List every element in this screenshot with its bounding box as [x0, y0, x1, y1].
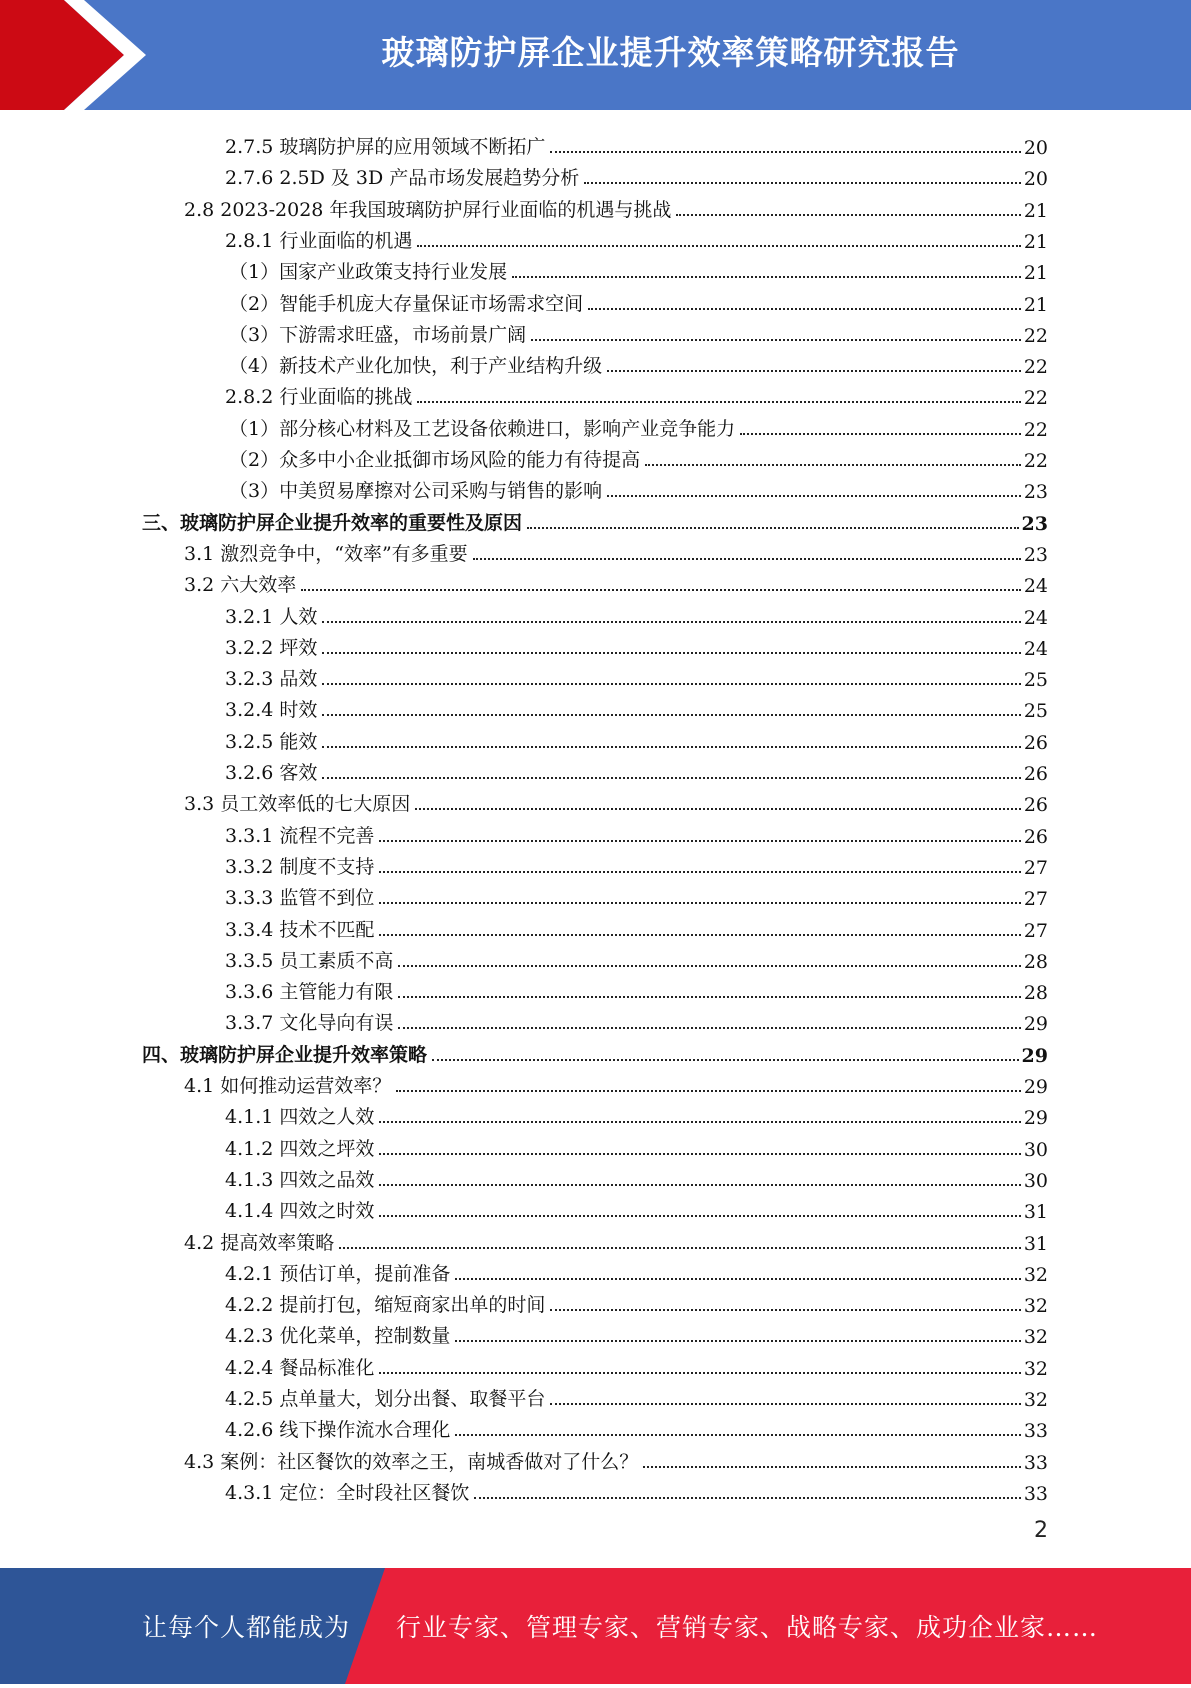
toc-entry-label: （1）国家产业政策支持行业发展 [229, 261, 508, 283]
toc-entry-label: 3.3.3 监管不到位 [225, 887, 375, 909]
toc-entry[interactable] [225, 1286, 1048, 1317]
toc-entry[interactable] [229, 285, 1048, 316]
toc-dot-leader [550, 151, 1020, 153]
toc-entry-page: 25 [1023, 669, 1048, 691]
toc-dot-leader [676, 214, 1020, 216]
toc-entry-page: 28 [1023, 951, 1048, 973]
toc-entry[interactable] [229, 441, 1048, 472]
toc-entry[interactable] [184, 1067, 1048, 1098]
toc-entry-page: 30 [1023, 1139, 1048, 1161]
toc-dot-leader [379, 840, 1020, 842]
toc-entry-label: 3.3.4 技术不匹配 [225, 919, 375, 941]
toc-dot-leader [512, 276, 1021, 278]
toc-entry[interactable] [225, 1255, 1048, 1286]
toc-entry-label: 三、玻璃防护屏企业提升效率的重要性及原因 [142, 512, 523, 534]
toc-entry-page: 33 [1023, 1420, 1048, 1442]
toc-dot-leader [322, 652, 1020, 654]
toc-entry-label: 3.2.5 能效 [225, 731, 318, 753]
toc-entry-page: 23 [1021, 513, 1048, 535]
toc-entry-page: 33 [1023, 1452, 1048, 1474]
toc-dot-leader [396, 1090, 1021, 1092]
toc-dot-leader [398, 965, 1020, 967]
toc-dot-leader [322, 714, 1020, 716]
toc-entry-page: 24 [1023, 638, 1048, 660]
toc-entry-label: 3.2 六大效率 [184, 574, 297, 596]
toc-entry-label: 4.2 提高效率策略 [184, 1232, 335, 1254]
toc-entry[interactable] [225, 911, 1048, 942]
toc-dot-leader [379, 902, 1020, 904]
toc-entry-label: 4.2.2 提前打包，缩短商家出单的时间 [225, 1294, 546, 1316]
toc-entry-page: 21 [1023, 231, 1048, 253]
toc-dot-leader [740, 433, 1021, 435]
toc-entry-page: 24 [1023, 575, 1048, 597]
toc-entry[interactable] [184, 566, 1048, 597]
toc-entry[interactable] [225, 598, 1048, 629]
toc-dot-leader [339, 1247, 1021, 1249]
toc-entry[interactable] [225, 1349, 1048, 1380]
toc-entry-page: 26 [1023, 794, 1048, 816]
toc-entry[interactable] [225, 817, 1048, 848]
toc-entry[interactable] [229, 347, 1048, 378]
toc-entry-label: （3）下游需求旺盛，市场前景广阔 [229, 324, 527, 346]
toc-entry-page: 29 [1021, 1045, 1048, 1067]
toc-entry-label: 3.2.3 品效 [225, 668, 318, 690]
toc-dot-leader [455, 1340, 1020, 1342]
toc-dot-leader [550, 1403, 1020, 1405]
toc-entry[interactable] [225, 1317, 1048, 1348]
toc-entry-page: 28 [1023, 982, 1048, 1004]
toc-entry-page: 21 [1023, 294, 1048, 316]
toc-entry[interactable] [225, 1098, 1048, 1129]
toc-entry-page: 27 [1023, 920, 1048, 942]
toc-entry-label: 4.3 案例：社区餐饮的效率之王，南城香做对了什么？ [184, 1451, 639, 1473]
toc-entry[interactable] [225, 1380, 1048, 1411]
toc-entry[interactable] [225, 1004, 1048, 1035]
toc-dot-leader [415, 808, 1021, 810]
toc-entry-page: 25 [1023, 700, 1048, 722]
toc-dot-leader [584, 182, 1021, 184]
toc-entry[interactable] [229, 316, 1048, 347]
toc-entry-page: 22 [1023, 419, 1048, 441]
toc-entry-page: 26 [1023, 732, 1048, 754]
red-arrow-chevron [0, 0, 150, 110]
toc-entry[interactable] [225, 754, 1048, 785]
toc-entry-page: 22 [1023, 325, 1048, 347]
toc-entry[interactable] [184, 535, 1048, 566]
toc-dot-leader [474, 1497, 1020, 1499]
toc-dot-leader [643, 1466, 1021, 1468]
toc-entry-page: 24 [1023, 607, 1048, 629]
toc-entry[interactable] [225, 973, 1048, 1004]
toc-entry-label: 2.7.6 2.5D 及 3D 产品市场发展趋势分析 [225, 167, 580, 189]
toc-entry-label: 4.2.5 点单量大，划分出餐、取餐平台 [225, 1388, 546, 1410]
toc-entry-page: 23 [1023, 544, 1048, 566]
toc-entry-label: 4.1.2 四效之坪效 [225, 1138, 375, 1160]
footer-slogan-left: 让每个人都能成为 [142, 1613, 351, 1642]
toc-dot-leader [417, 245, 1020, 247]
toc-entry[interactable] [142, 504, 1048, 535]
toc-entry-page: 32 [1023, 1264, 1048, 1286]
toc-entry-label: 3.3.6 主管能力有限 [225, 981, 394, 1003]
toc-dot-leader [455, 1434, 1020, 1436]
toc-dot-leader [379, 934, 1020, 936]
toc-entry-label: 4.2.1 预估订单，提前准备 [225, 1263, 451, 1285]
toc-entry[interactable] [229, 410, 1048, 441]
toc-entry-page: 22 [1023, 356, 1048, 378]
toc-entry-label: 3.3.5 员工素质不高 [225, 950, 394, 972]
toc-entry-page: 26 [1023, 763, 1048, 785]
page-number: 2 [1034, 1518, 1048, 1543]
toc-entry-label: 四、玻璃防护屏企业提升效率策略 [142, 1044, 428, 1066]
toc-entry-page: 23 [1023, 481, 1048, 503]
toc-entry-label: 4.2.6 线下操作流水合理化 [225, 1419, 451, 1441]
toc-entry-page: 22 [1023, 450, 1048, 472]
toc-entry-label: 2.8 2023-2028 年我国玻璃防护屏行业面临的机遇与挑战 [184, 199, 672, 221]
toc-entry-page: 31 [1023, 1201, 1048, 1223]
toc-dot-leader [645, 464, 1021, 466]
toc-dot-leader [607, 495, 1021, 497]
toc-entry-label: 2.7.5 玻璃防护屏的应用领域不断拓广 [225, 136, 546, 158]
toc-entry[interactable] [142, 1036, 1048, 1067]
toc-entry[interactable] [225, 1411, 1048, 1442]
toc-entry[interactable] [225, 1161, 1048, 1192]
toc-entry-label: （1）部分核心材料及工艺设备依赖进口，影响产业竞争能力 [229, 418, 736, 440]
toc-entry[interactable] [225, 222, 1048, 253]
toc-dot-leader [379, 1372, 1020, 1374]
toc-entry[interactable] [225, 660, 1048, 691]
toc-entry[interactable] [225, 128, 1048, 159]
toc-dot-leader [379, 1153, 1020, 1155]
toc-entry-label: 3.2.6 客效 [225, 762, 318, 784]
toc-entry[interactable] [225, 723, 1048, 754]
document-title: 玻璃防护屏企业提升效率策略研究报告 [381, 33, 960, 72]
toc-entry-label: 2.8.1 行业面临的机遇 [225, 230, 413, 252]
footer-slogan-right: 行业专家、管理专家、营销专家、战略专家、成功企业家…… [396, 1613, 1099, 1642]
toc-dot-leader [417, 401, 1020, 403]
toc-entry-label: 3.3.7 文化导向有误 [225, 1012, 394, 1034]
toc-entry-page: 20 [1023, 168, 1048, 190]
toc-entry-label: 3.2.4 时效 [225, 699, 318, 721]
toc-entry[interactable] [225, 691, 1048, 722]
toc-entry[interactable] [229, 253, 1048, 284]
toc-entry-label: 3.3 员工效率低的七大原因 [184, 793, 411, 815]
toc-entry-label: 4.1.1 四效之人效 [225, 1106, 375, 1128]
toc-entry-label: 3.2.2 坪效 [225, 637, 318, 659]
toc-entry-page: 27 [1023, 857, 1048, 879]
toc-entry[interactable] [184, 191, 1048, 222]
toc-entry-page: 20 [1023, 137, 1048, 159]
toc-entry-page: 27 [1023, 888, 1048, 910]
toc-entry[interactable] [225, 942, 1048, 973]
toc-dot-leader [550, 1309, 1020, 1311]
page-header [0, 0, 1191, 110]
toc-entry-label: （3）中美贸易摩擦对公司采购与销售的影响 [229, 480, 603, 502]
toc-dot-leader [455, 1278, 1020, 1280]
toc-entry[interactable] [225, 629, 1048, 660]
toc-entry-page: 32 [1023, 1358, 1048, 1380]
toc-dot-leader [473, 558, 1021, 560]
toc-entry-page: 33 [1023, 1483, 1048, 1505]
toc-dot-leader [398, 1027, 1020, 1029]
toc-entry-label: 3.3.1 流程不完善 [225, 825, 375, 847]
toc-entry[interactable] [184, 1224, 1048, 1255]
toc-entry-page: 32 [1023, 1389, 1048, 1411]
toc-entry-label: 4.1 如何推动运营效率？ [184, 1075, 392, 1097]
toc-dot-leader [322, 777, 1020, 779]
toc-entry-label: 4.3.1 定位：全时段社区餐饮 [225, 1482, 470, 1504]
toc-dot-leader [379, 1121, 1020, 1123]
toc-entry-label: （2）众多中小企业抵御市场风险的能力有待提高 [229, 449, 641, 471]
toc-entry-label: 4.1.3 四效之品效 [225, 1169, 375, 1191]
toc-entry[interactable] [225, 159, 1048, 190]
toc-dot-leader [322, 746, 1020, 748]
toc-dot-leader [432, 1059, 1019, 1061]
toc-dot-leader [379, 871, 1020, 873]
toc-entry-page: 31 [1023, 1233, 1048, 1255]
toc-entry[interactable] [225, 848, 1048, 879]
toc-dot-leader [531, 339, 1021, 341]
toc-dot-leader [322, 621, 1020, 623]
toc-dot-leader [398, 996, 1020, 998]
toc-entry-label: 3.2.1 人效 [225, 606, 318, 628]
toc-entry-label: 4.1.4 四效之时效 [225, 1200, 375, 1222]
toc-entry-page: 22 [1023, 387, 1048, 409]
toc-entry-label: 4.2.4 餐品标准化 [225, 1357, 375, 1379]
toc-entry-page: 29 [1023, 1107, 1048, 1129]
toc-dot-leader [588, 308, 1021, 310]
toc-dot-leader [607, 370, 1021, 372]
page-footer [0, 1568, 1191, 1684]
toc-entry-page: 29 [1023, 1013, 1048, 1035]
toc-entry-page: 30 [1023, 1170, 1048, 1192]
toc-dot-leader [379, 1184, 1020, 1186]
toc-entry-label: 3.1 激烈竞争中，“效率”有多重要 [184, 543, 468, 565]
toc-entry[interactable] [225, 1130, 1048, 1161]
toc-dot-leader [301, 589, 1021, 591]
toc-entry-page: 21 [1023, 262, 1048, 284]
toc-entry[interactable] [184, 1443, 1048, 1474]
toc-dot-leader [379, 1215, 1020, 1217]
toc-entry-label: （4）新技术产业化加快，利于产业结构升级 [229, 355, 603, 377]
toc-entry[interactable] [225, 378, 1048, 409]
toc-entry[interactable] [225, 1474, 1048, 1505]
toc-dot-leader [322, 683, 1020, 685]
toc-entry[interactable] [225, 879, 1048, 910]
toc-entry-page: 32 [1023, 1326, 1048, 1348]
toc-entry-page: 26 [1023, 826, 1048, 848]
toc-entry-page: 21 [1023, 200, 1048, 222]
toc-entry-label: 2.8.2 行业面临的挑战 [225, 386, 413, 408]
toc-entry-label: （2）智能手机庞大存量保证市场需求空间 [229, 293, 584, 315]
toc-entry-label: 4.2.3 优化菜单，控制数量 [225, 1325, 451, 1347]
toc-entry-page: 29 [1023, 1076, 1048, 1098]
toc-entry[interactable] [229, 472, 1048, 503]
toc-dot-leader [527, 527, 1019, 529]
toc-entry-page: 32 [1023, 1295, 1048, 1317]
toc-entry[interactable] [184, 785, 1048, 816]
toc-entry[interactable] [225, 1192, 1048, 1223]
toc-entry-label: 3.3.2 制度不支持 [225, 856, 375, 878]
